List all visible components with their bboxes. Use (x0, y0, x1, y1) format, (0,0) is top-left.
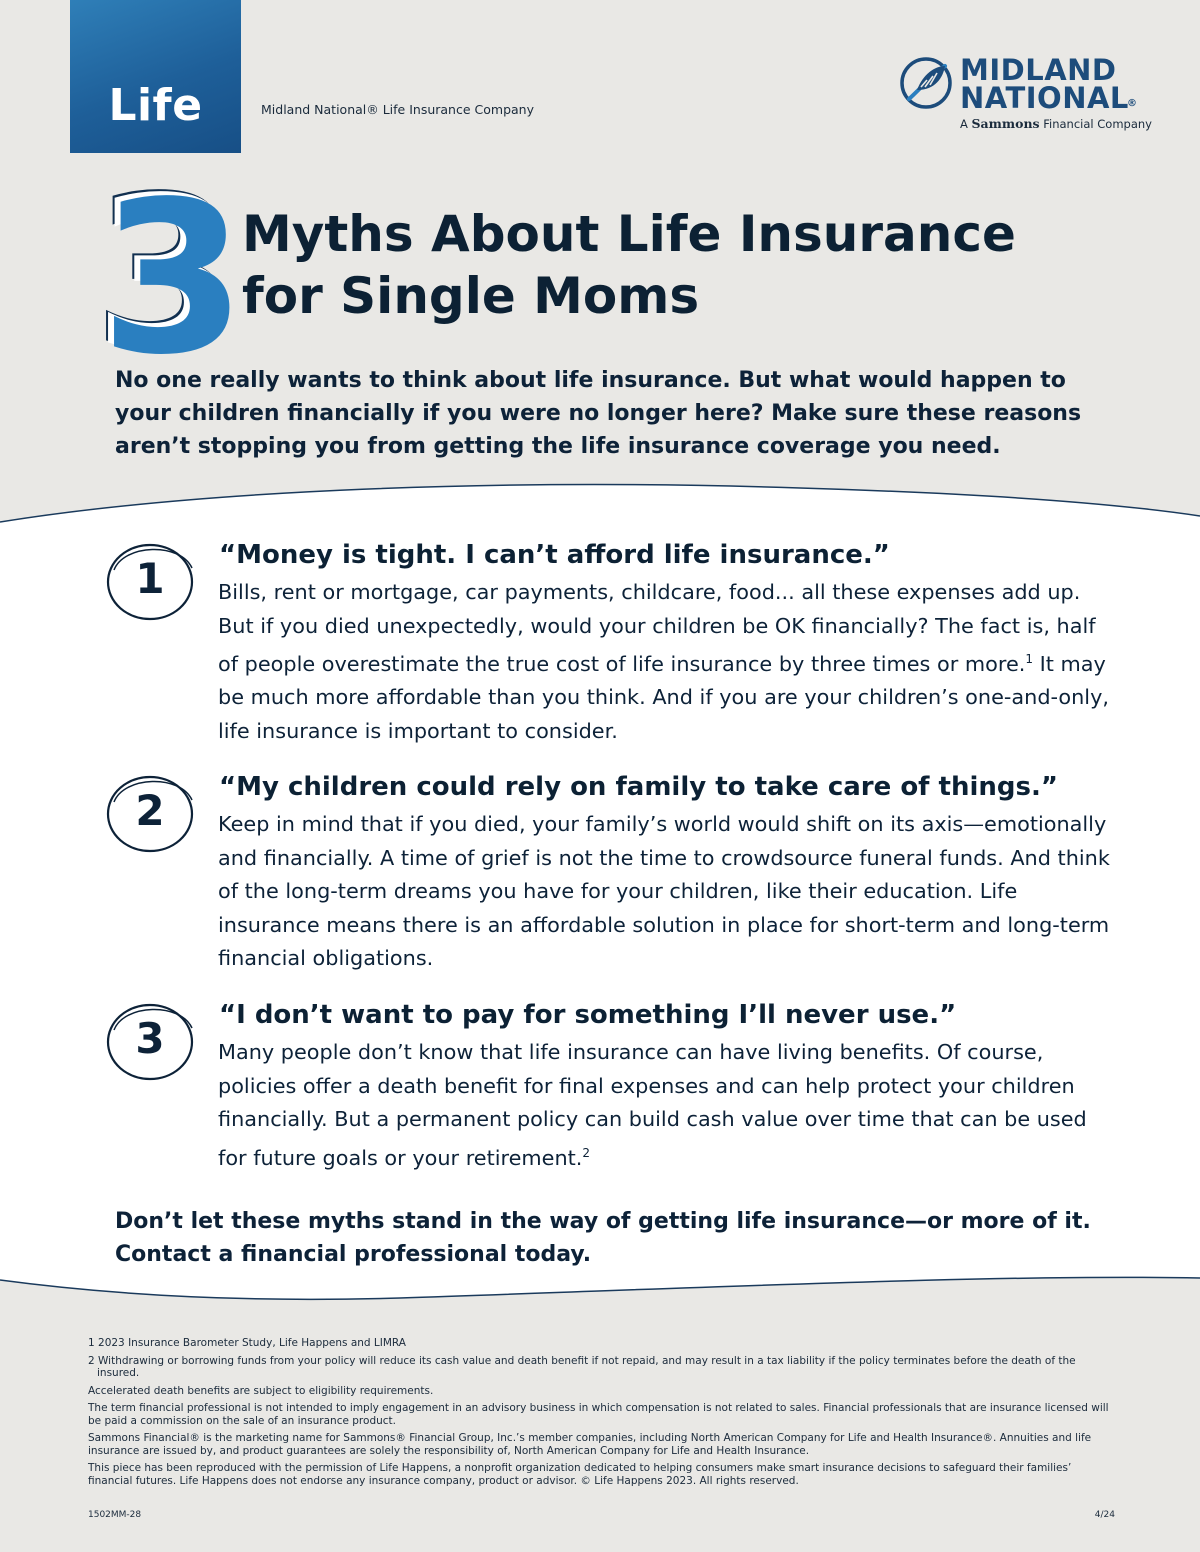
form-date: 4/24 (1094, 1510, 1115, 1520)
company-line: Midland National® Life Insurance Company (261, 102, 534, 117)
logo-tagline (960, 116, 1152, 131)
page-title (242, 203, 1016, 327)
logo-brand-line1: MIDLAND (960, 53, 1117, 87)
disclaimer-accelerated-benefits: Accelerated death benefits are subject to eligibility requirements. (88, 1384, 434, 1397)
myth-heading: “Money is tight. I can’t afford life insurance.” (219, 540, 890, 570)
myth-heading: “My children could rely on family to take care of things.” (219, 772, 1058, 802)
myth-number: 2 (135, 786, 165, 835)
title-line-1: Myths About Life Insurance (242, 205, 1016, 263)
myth-number: 1 (135, 554, 165, 603)
disclaimer-sammons: Sammons Financial® is the marketing name for Sammons® Financial Group, Inc.’s member companies, including North American Company for Life and Health Insurance®. Annuities and life insurance are issued by, and product guarantees are solely the responsibility of, North American Company for Life and Health Insurance. (88, 1432, 1092, 1457)
myth-body (218, 808, 1118, 976)
midland-national-logo (897, 53, 1152, 134)
logo-registered-mark: ® (1127, 98, 1137, 109)
life-tab (70, 0, 241, 153)
myth-body-text: Keep in mind that if you died, your family’s world would shift on its axis—emotionally and financially. A time of grief is not the time to crowdsource funeral funds. And think of the long-term dreams you have for your children, like their education. Life insurance means there is an affordable solution in place for short-term and long-term financial obligations. (218, 812, 1110, 970)
form-code: 1502MM-28 (88, 1510, 142, 1520)
tagline-suffix: Financial Company (1043, 117, 1152, 131)
myth-body (218, 1036, 1118, 1175)
life-tab-label: Life (108, 80, 203, 131)
closing-line-2: Contact a financial professional today. (115, 1242, 592, 1267)
footnotes (88, 1337, 1118, 1492)
footnote-1: 1 2023 Insurance Barometer Study, Life Happens and LIMRA (88, 1337, 406, 1349)
myth-body-text: Many people don’t know that life insurance can have living benefits. Of course, policies offer a death benefit for final expenses and can help protect your children financially. But a permanent policy can build cash value over time that can be used for future goals or your retirement. (218, 1040, 1087, 1170)
footnote-ref: 2 (582, 1145, 591, 1160)
big-three-numeral: 3 (100, 156, 247, 401)
myth-number: 3 (135, 1014, 165, 1063)
footnote-ref: 1 (1025, 652, 1034, 666)
myth-body-text: Bills, rent or mortgage, car payments, childcare, food... all these expenses add up. But if you died unexpectedly, would your children be OK financially? The fact is, half of people overestimate the true cost of life insurance by three times or more. (218, 580, 1096, 676)
disclaimer-life-happens: This piece has been reproduced with the permission of Life Happens, a nonprofit organization dedicated to helping consumers make smart insurance decisions to safeguard their families’ financial futures. Life Happens does not endorse any insurance company, product or advisor. © Life Happens 2023. All rights reserved. (88, 1462, 1072, 1487)
closing-line-1: Don’t let these myths stand in the way of getting life insurance—or more of it. (115, 1209, 1091, 1234)
myth-heading: “I don’t want to pay for something I’ll never use.” (219, 1000, 957, 1030)
leaf-emblem-icon (897, 54, 957, 114)
closing-call-to-action (115, 1205, 1115, 1271)
title-line-2: for Single Moms (242, 267, 700, 325)
intro-paragraph: No one really wants to think about life insurance. But what would happen to your children financially if you were no longer here? Make sure these reasons aren’t stopping you from getting the life insurance coverage you need. (115, 368, 1082, 459)
myth-body (218, 576, 1118, 748)
disclaimer-financial-professional: The term financial professional is not intended to imply engagement in an advisory business in which compensation is not related to sales. Financial professionals that are insurance licensed will be paid a commission on the sale of an insurance product. (88, 1402, 1109, 1427)
tagline-prefix: A (960, 117, 968, 131)
logo-brand-line2: NATIONAL (960, 81, 1129, 115)
footnote-2: 2 Withdrawing or borrowing funds from your policy will reduce its cash value and death benefit if not repaid, and may result in a tax liability if the policy terminates before the death of the insured. (88, 1354, 1076, 1379)
tagline-brand: Sammons (971, 116, 1040, 131)
myth-body-text: It may be much more affordable than you think. And if you are your children’s one-and-only, life insurance is important to consider. (218, 651, 1110, 743)
